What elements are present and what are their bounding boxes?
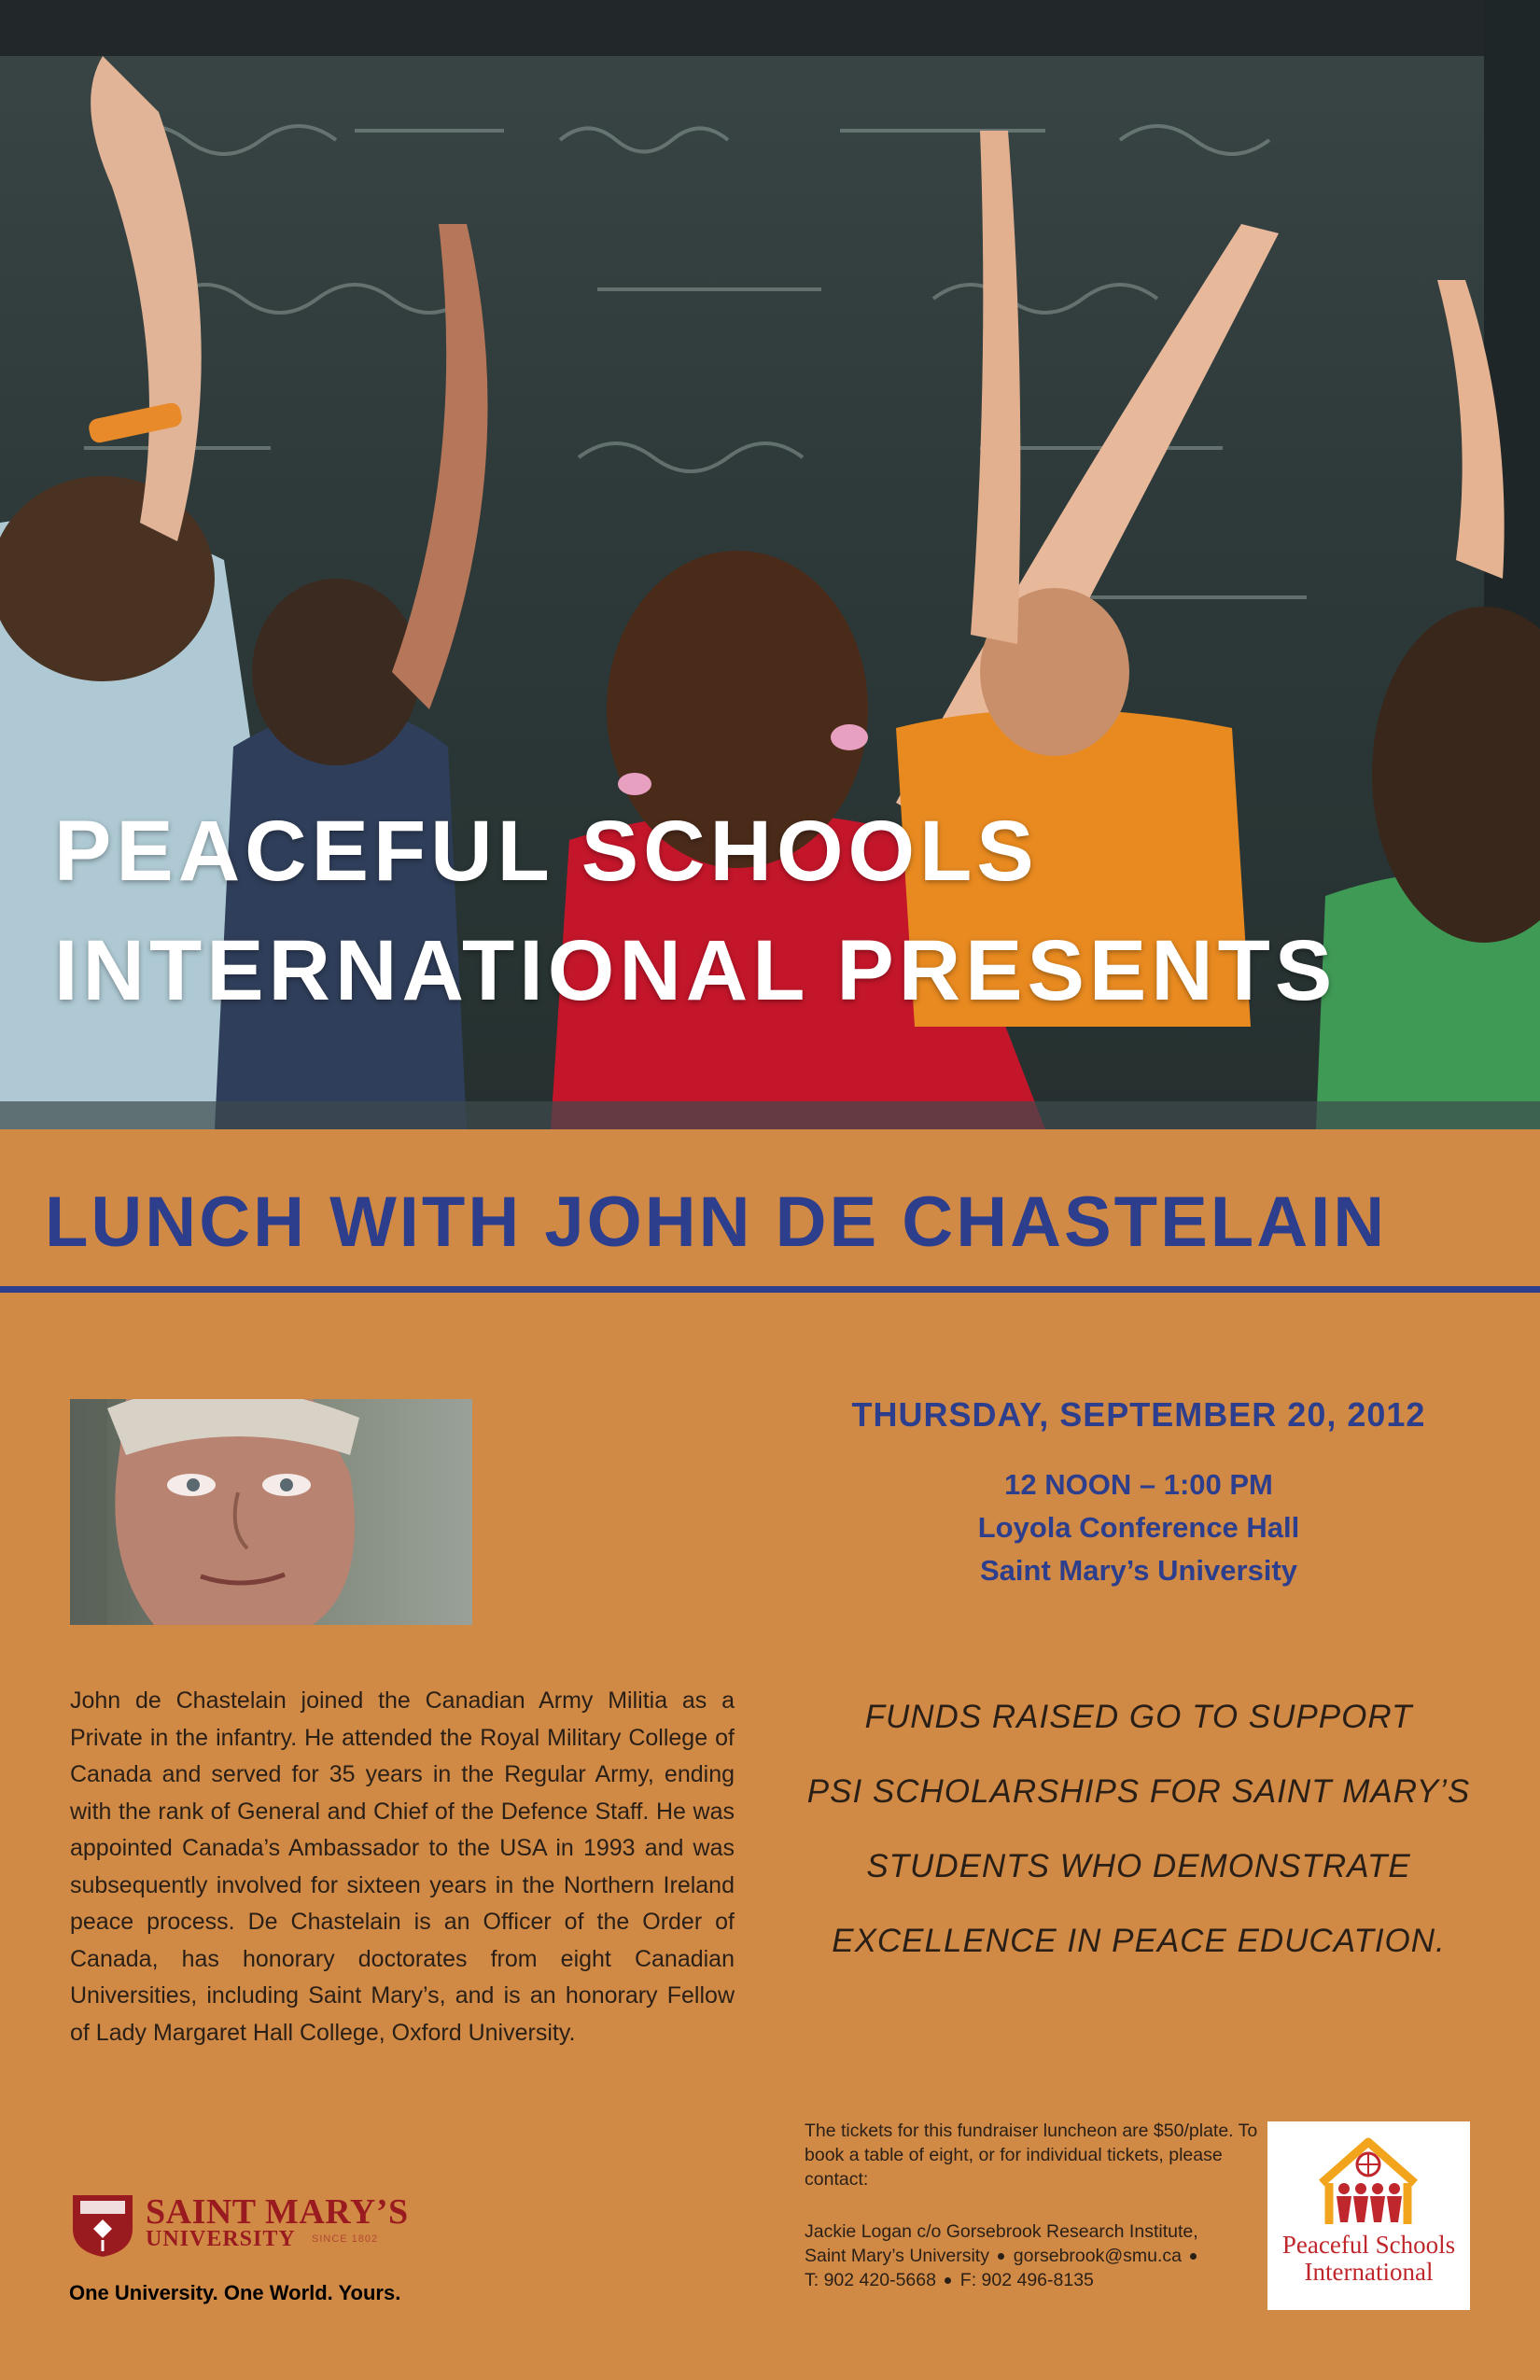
smu-tagline: One University. One World. Yours. xyxy=(69,2281,401,2304)
portrait-photo xyxy=(70,1399,472,1625)
speaker-bio: John de Chastelain joined the Canadian Army Militia as a Private in the infantry. He attended the Royal Military College of Canada and served for 35 years in the Regular Army, ending with the rank of General and Chief of the Defence Staff. He was appointed Canada’s Ambassador to the USA in 1993 and was subsequently involved for sixteen years in the Northern Ireland peace process. De Chastelain is an Officer of the Order of Canada, has honorary doctorates from eight Canadian Universities, including Saint Mary’s, and is an honorary Fellow of Lady Margaret Hall College, Oxford University. xyxy=(70,1687,735,2046)
psi-logo-text xyxy=(1267,2232,1470,2286)
psi-logo-line: Peaceful Schools xyxy=(1281,2231,1456,2259)
contact-line xyxy=(805,2268,1271,2292)
smu-logo xyxy=(67,2191,459,2313)
heading-divider xyxy=(0,1286,1540,1293)
smu-crest-icon xyxy=(69,2191,136,2259)
funds-line: FUNDS RAISED GO TO SUPPORT xyxy=(864,1699,1413,1735)
funds-line: PSI SCHOLARSHIPS FOR SAINT MARY’S xyxy=(806,1773,1471,1810)
event-venue: Loyola Conference Hall xyxy=(977,1511,1300,1544)
contact-line xyxy=(805,2244,1271,2268)
contact-phone: T: 902 420-5668 xyxy=(805,2270,936,2290)
contact-info xyxy=(805,2219,1271,2292)
contact-line: Jackie Logan c/o Gorsebrook Research Institute, xyxy=(805,2221,1198,2242)
ticket-info-text: The tickets for this fundraiser luncheon are $50/plate. To book a table of eight, or for individual tickets, please contact: xyxy=(805,2121,1258,2190)
hero-title-line1: PEACEFUL SCHOOLS xyxy=(54,804,1039,899)
bullet-icon xyxy=(998,2253,1004,2260)
hero-title-line2: INTERNATIONAL PRESENTS xyxy=(54,923,1337,1018)
contact-institution: Saint Mary’s University xyxy=(805,2246,989,2266)
bullet-icon xyxy=(1190,2253,1197,2260)
psi-logo-line: International xyxy=(1304,2258,1434,2286)
funds-line: STUDENTS WHO DEMONSTRATE xyxy=(866,1848,1411,1884)
contact-email[interactable]: gorsebrook@smu.ca xyxy=(1013,2246,1183,2266)
smu-name: SAINT MARY’S xyxy=(146,2192,409,2232)
bullet-icon xyxy=(945,2277,951,2284)
ticket-info xyxy=(805,2119,1271,2210)
funds-statement xyxy=(775,1680,1503,1979)
hero-photo xyxy=(0,0,1540,1129)
funds-line: EXCELLENCE IN PEACE EDUCATION. xyxy=(832,1923,1446,1959)
event-details xyxy=(775,1463,1503,1592)
contact-fax: F: 902 496-8135 xyxy=(959,2270,1094,2290)
psi-house-icon xyxy=(1316,2135,1421,2228)
event-heading: LUNCH WITH JOHN DE CHASTELAIN xyxy=(45,1183,1388,1262)
event-institution: Saint Mary’s University xyxy=(980,1554,1297,1587)
hero-title xyxy=(54,791,1510,1030)
smu-since: SINCE 1802 xyxy=(312,2233,379,2245)
speaker-portrait xyxy=(70,1399,472,1625)
psi-logo xyxy=(1267,2121,1470,2310)
event-time: 12 NOON – 1:00 PM xyxy=(1004,1468,1273,1501)
smu-university: UNIVERSITY xyxy=(146,2227,296,2251)
event-date: THURSDAY, SEPTEMBER 20, 2012 xyxy=(851,1395,1426,1434)
